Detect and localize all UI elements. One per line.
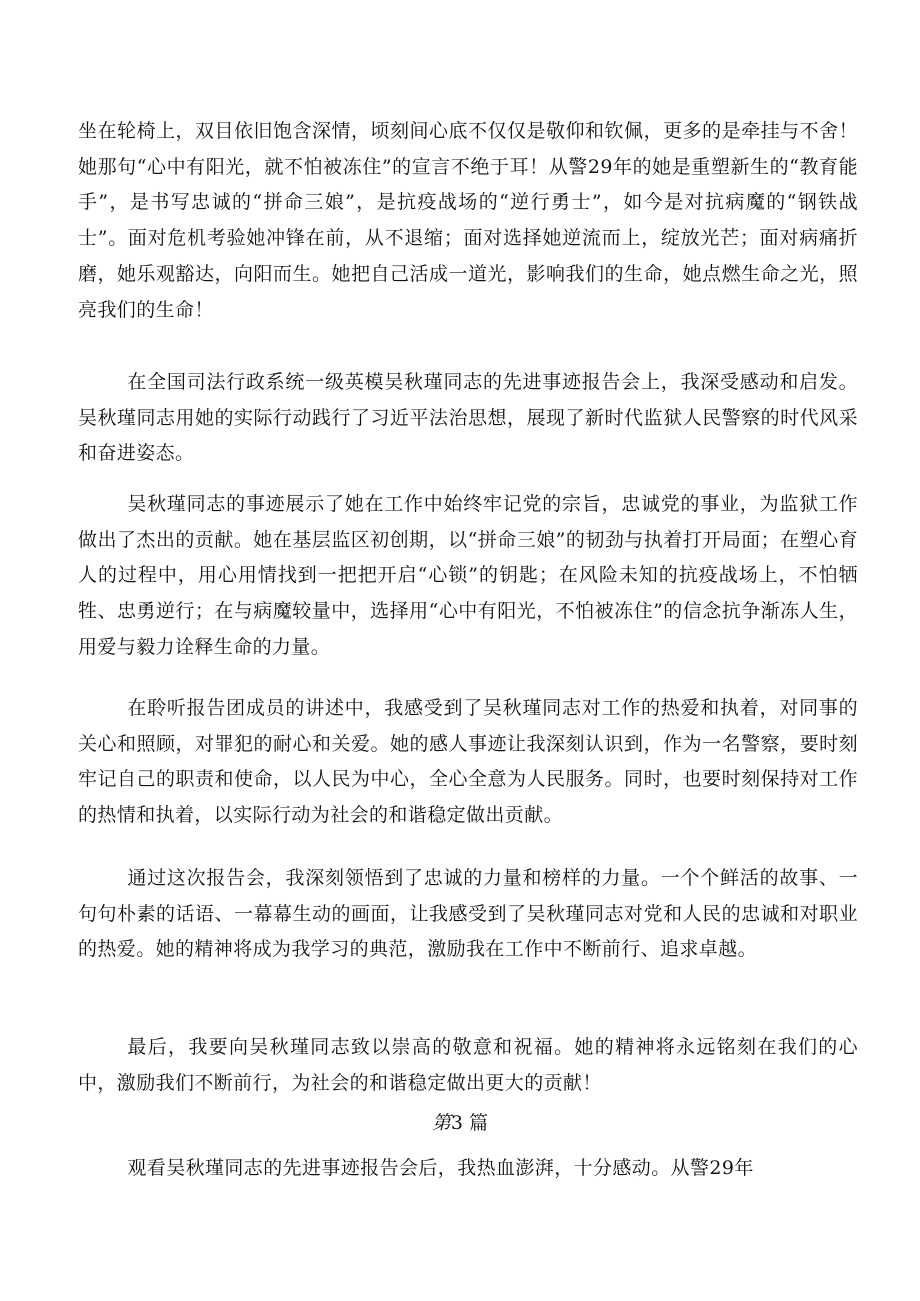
- paragraph-3: 吴秋瑾同志的事迹展示了她在工作中始终牢记党的宗旨，忠诚党的事业，为监狱工作做出了杰出的贡献。她在基层监区初创期，以“拼命三娘”的韧劲与执着打开局面；在塑心育人的过程中，用心用情找到一把把开启“心锁”的钥匙；在风险未知的抗疫战场上，不怕牺牲、忠勇逆行；在与病魔较量中，选择用“心中有阳光，不怕被冻住”的信念抗争渐冻人生，用爱与毅力诠释生命的力量。: [78, 493, 858, 658]
- paragraph-6: 最后，我要向吴秋瑾同志致以崇高的敬意和祝福。她的精神将永远铭刻在我们的心中，激励我们不断前行，为社会的和谐稳定做出更大的贡献！: [78, 1036, 858, 1094]
- section-heading: [0, 1108, 920, 1138]
- paragraph-7: 观看吴秋瑾同志的先进事迹报告会后，我热血澎湃，十分感动。从警29年: [127, 1157, 754, 1179]
- paragraph-1: 坐在轮椅上，双目依旧饱含深情，顷刻间心底不仅仅是敬仰和钦佩，更多的是牵挂与不舍！她那句“心中有阳光，就不怕被冻住”的宣言不绝于耳！从警29年的她是重塑新生的“教育能手”，是书写忠诚的“拼命三娘”，是抗疫战场的“逆行勇士”，如今是对抗病魔的“钢铁战士”。面对危机考验她冲锋在前，从不退缩；面对选择她逆流而上，绽放光芒；面对病痛折磨，她乐观豁达，向阳而生。她把自己活成一道光，影响我们的生命，她点燃生命之光，照亮我们的生命！: [78, 120, 858, 321]
- section-heading-prefix: 第: [431, 1112, 451, 1134]
- paragraph-5: 通过这次报告会，我深刻领悟到了忠诚的力量和榜样的力量。一个个鲜活的故事、一句句朴素的话语、一幕幕生动的画面，让我感受到了吴秋瑾同志对党和人民的忠诚和对职业的热爱。她的精神将成为我学习的典范，激励我在工作中不断前行、追求卓越。: [78, 867, 858, 961]
- section-heading-number: 3: [450, 1112, 464, 1134]
- section-heading-suffix: 篇: [469, 1112, 489, 1134]
- paragraph-4: 在聆听报告团成员的讲述中，我感受到了吴秋瑾同志对工作的热爱和执着，对同事的关心和照顾，对罪犯的耐心和关爱。她的感人事迹让我深刻认识到，作为一名警察，要时刻牢记自己的职责和使命，以人民为中心，全心全意为人民服务。同时，也要时刻保持对工作的热情和执着，以实际行动为社会的和谐稳定做出贡献。: [78, 697, 858, 827]
- paragraph-2: 在全国司法行政系统一级英模吴秋瑾同志的先进事迹报告会上，我深受感动和启发。吴秋瑾同志用她的实际行动践行了习近平法治思想，展现了新时代监狱人民警察的时代风采和奋进姿态。: [78, 371, 858, 465]
